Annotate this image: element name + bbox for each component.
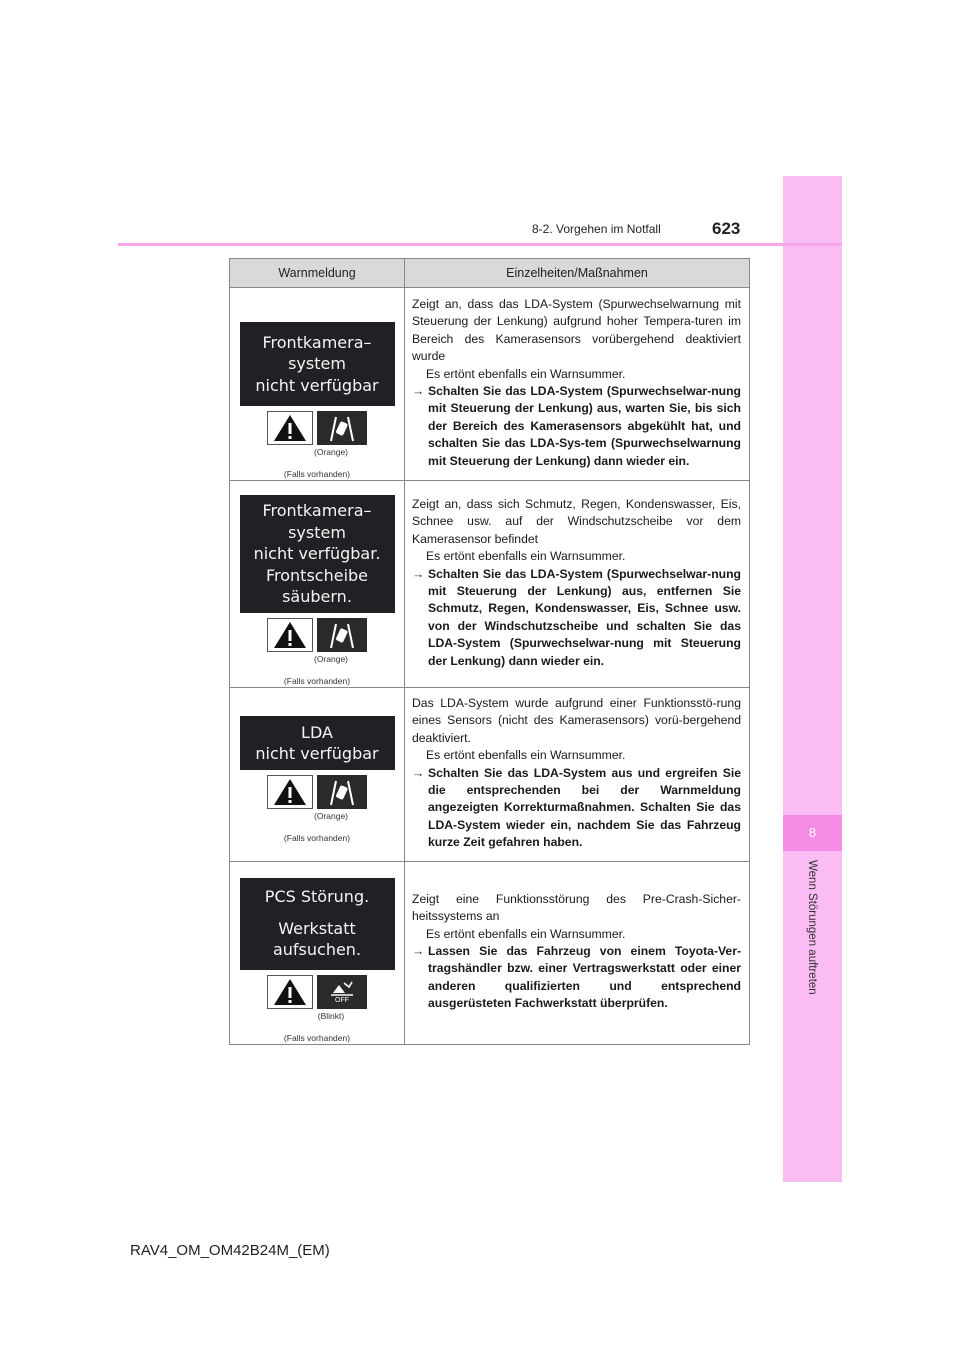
table-row [230,861,750,1044]
color-note: (Blinkt) [317,1010,345,1021]
arrow-icon: → [412,384,425,398]
table-row [230,688,750,862]
table-row [230,481,750,688]
buzzer-note: Es ertönt ebenfalls ein Warnsummer. [426,549,626,564]
column-header-details: Einzelheiten/Maßnahmen [405,259,750,288]
display-message: Frontkamera– system nicht verfügbar. Frontscheibe säubern. [240,495,395,613]
warning-message-cell [230,481,405,688]
display-message: LDA nicht verfügbar [240,716,395,770]
buzzer-note: Es ertönt ebenfalls ein Warnsummer. [426,926,626,941]
page-number: 623 [712,219,741,238]
warning-icons [230,411,404,445]
section-title: 8-2. Vorgehen im Notfall [532,222,661,236]
chapter-title: Wenn Störungen auftreten [806,860,818,995]
action-instruction: → Schalten Sie das LDA-System (Spurwechselwar-nung mit Steuerung der Lenkung) aus, warten Sie, bis sich der Bereich des Kamerasensors abgekühlt hat, und schalten Sie das LDA-Sys-tem (Spurwechselwarnung mit Steuerung der Lenkung) dann wieder ein. [412,384,741,468]
description: Zeigt eine Funktionsstörung des Pre-Crash-Sicher-heitssystems an [412,891,741,924]
action-instruction: → Schalten Sie das LDA-System (Spurwechselwar-nung mit Steuerung der Lenkung) aus, entfernen Sie Schmutz, Regen, Kondenswasser, Eis, Schnee usw. von der Windschutzscheibe und schalten Sie das LDA-System (Spurwechselwar-nung mit Steuerung der Lenkung) dann wieder ein. [412,566,741,668]
warning-message-cell [230,288,405,481]
color-note: (Orange) [313,811,348,821]
availability-note: (Falls vorhanden) [283,469,351,479]
lane-departure-icon [317,411,367,445]
arrow-icon: → [412,566,425,581]
color-note: (Orange) [313,447,348,457]
header-rule [118,243,842,246]
warning-triangle-icon [267,975,313,1009]
description: Das LDA-System wurde aufgrund einer Funktionsstö-rung eines Sensors (nicht des Kamerasensors) vorü-bergehend deaktiviert. [412,696,741,745]
pcs-off-icon [317,975,367,1009]
details-cell [405,288,750,481]
warning-message-cell [230,861,405,1044]
lane-departure-icon [317,618,367,652]
description: Zeigt an, dass das LDA-System (Spurwechselwarnung mit Steuerung der Lenkung) aufgrund hoher Tempera-turen im Bereich des Kamerasensors vorübergehend deaktiviert wurde [412,296,741,364]
warning-icons [230,975,404,1009]
availability-note: (Falls vorhanden) [283,1032,351,1043]
details-cell [405,481,750,688]
action-instruction: → Lassen Sie das Fahrzeug von einem Toyota-Ver-tragshändler bzw. einer Vertragswerkstatt oder einer anderen qualifizierten und entsprechend ausgerüsteten Fachwerkstatt überprüfen. [412,943,741,1011]
warning-triangle-icon [267,775,313,809]
table-row [230,288,750,481]
warning-icons [230,775,404,809]
lane-departure-icon [317,775,367,809]
arrow-icon: → [412,765,425,780]
warning-icons [230,618,404,652]
pcs-off-label: OFF [335,996,349,1004]
availability-note: (Falls vorhanden) [283,676,351,686]
description: Zeigt an, dass sich Schmutz, Regen, Kondenswasser, Eis, Schnee usw. auf der Windschutzscheibe vor dem Kamerasensor befindet [412,496,741,546]
color-note: (Orange) [313,654,348,664]
column-header-warning: Warnmeldung [230,259,405,288]
warning-message-cell [230,688,405,862]
warning-triangle-icon [267,618,313,652]
warning-triangle-icon [267,411,313,445]
buzzer-note: Es ertönt ebenfalls ein Warnsummer. [426,366,626,381]
action-instruction: → Schalten Sie das LDA-System aus und ergreifen Sie die entsprechenden bei der Warnmeldung angezeigten Korrekturmaßnahmen. Schalten Sie das LDA-System wieder ein, nachdem Sie das Fahrzeug kurze Zeit gefahren haben. [412,765,741,850]
chapter-number: 8 [783,815,842,851]
availability-note: (Falls vorhanden) [283,833,351,843]
buzzer-note: Es ertönt ebenfalls ein Warnsummer. [426,748,626,763]
warning-table [229,258,750,1045]
display-message: Frontkamera– system nicht verfügbar [240,322,395,406]
display-message: PCS Störung. Werkstatt aufsuchen. [240,878,395,970]
details-cell [405,688,750,862]
details-cell [405,861,750,1044]
table-header-row [230,259,750,288]
document-code: RAV4_OM_OM42B24M_(EM) [130,1242,330,1259]
arrow-icon: → [412,943,425,958]
